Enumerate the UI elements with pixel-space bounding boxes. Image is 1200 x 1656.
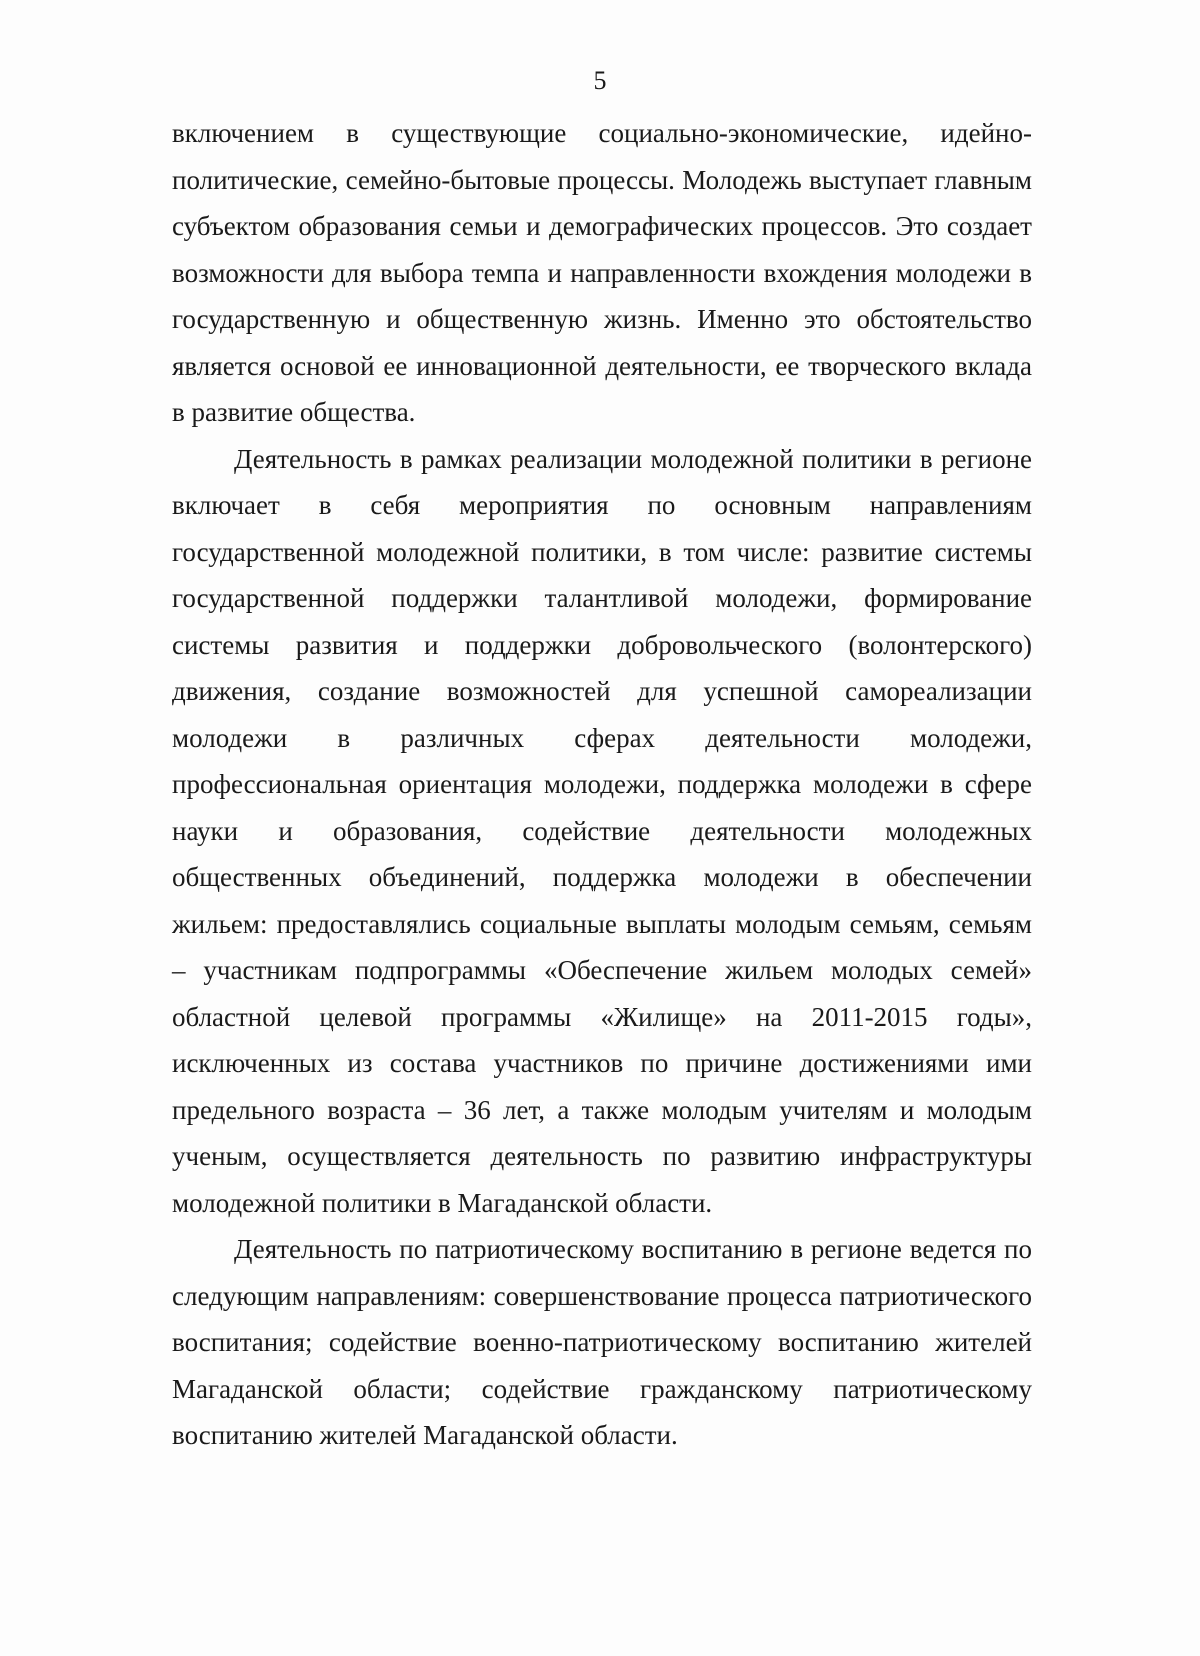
paragraph-youth-policy: Деятельность в рамках реализации молодежной политики в регионе включает в себя мероприятия по основным направлениям государственной молодежной политики, в том числе: развитие системы государственной поддержки талантливой молодежи, формирование системы развития и поддержки добровольческого (волонтерского) движения, создание возможностей для успешной самореализации молодежи в различных сферах деятельности молодежи, профессиональная ориентация молодежи, поддержка молодежи в сфере науки и образования, содействие деятельности молодежных общественных объединений, поддержка молодежи в обеспечении жильем: предоставлялись социальные выплаты молодым семьям, семьям – участникам подпрограммы «Обеспечение жильем молодых семей» областной целевой программы «Жилище» на 2011-2015 годы», исключенных из состава участников по причине достижениями ими предельного возраста – 36 лет, а также молодым учителям и молодым ученым, осуществляется деятельность по развитию инфраструктуры молодежной политики в Магаданской области. (172, 443, 1032, 1218)
page-number: 5 (593, 66, 607, 95)
document-body (172, 110, 1032, 1459)
paragraph-intro-continuation: включением в существующие социально-экономические, идейно-политические, семейно-бытовые процессы. Молодежь выступает главным субъектом образования семьи и демографических процессов. Это создает возможности для выбора темпа и направленности вхождения молодежи в государственную и общественную жизнь. Именно это обстоятельство является основой ее инновационной деятельности, ее творческого вклада в развитие общества. (172, 118, 1032, 427)
paragraph-patriotic-education: Деятельность по патриотическому воспитанию в регионе ведется по следующим направлениям: совершенствование процесса патриотического воспитания; содействие военно-патриотическому воспитанию жителей Магаданской области; содействие гражданскому патриотическому воспитанию жителей Магаданской области. (172, 1234, 1032, 1450)
